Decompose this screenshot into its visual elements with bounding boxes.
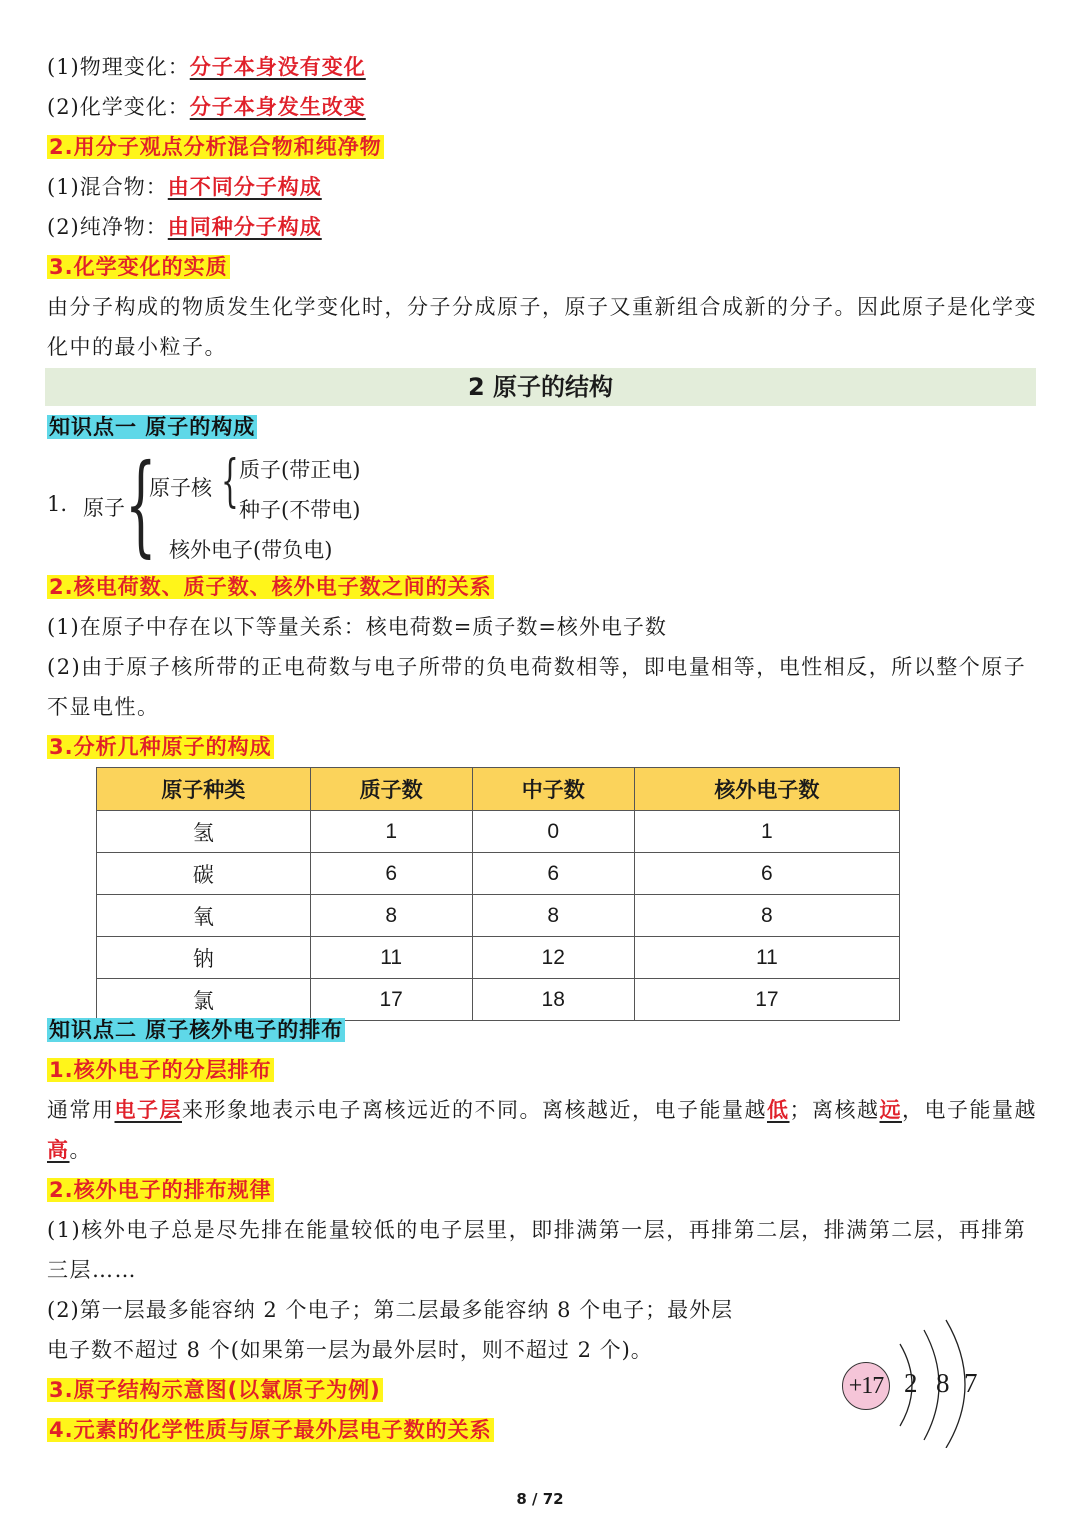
chlorine-atom-diagram [838,1318,998,1448]
rule-2b: 电子数不超过 8 个(如果第一层为最外层时，则不超过 2 个)。 [47,1338,653,1362]
heading-chemical-property-text: 4.元素的化学性质与原子最外层电子数的关系 [49,1418,492,1442]
kp2-title-text: 知识点二 原子核外电子的排布 [49,1018,344,1042]
atom-composition-tree [47,440,467,570]
page-number: 8 / 72 [516,1490,564,1508]
heading-charge-relation [47,572,494,602]
cell-neutrons: 18 [472,979,634,1021]
nucleus-charge: +17 [842,1362,890,1410]
cell-atom: 氢 [97,811,311,853]
rule-2a: (2)第一层最多能容纳 2 个电子；第二层最多能容纳 8 个电子；最外层 [47,1298,734,1322]
keyword-low: 低 [767,1097,790,1122]
cell-electrons: 17 [634,979,899,1021]
physical-change-line [47,52,366,82]
rule-1: (1)核外电子总是尽先排在能量较低的电子层里，即排满第一层，再排第二层，排满第二层，再排第三层…… [47,1218,1027,1282]
heading-structure-diagram [47,1375,383,1405]
chemical-change-label: (2)化学变化： [47,95,190,119]
cell-electrons: 1 [634,811,899,853]
cell-protons: 17 [310,979,472,1021]
cell-electrons: 8 [634,895,899,937]
tree-electron: 核外电子(带负电) [169,538,333,562]
shell-3-count: 7 [964,1368,978,1398]
mixture-label: (1)混合物： [47,175,168,199]
heading-mixture-pure [47,132,384,162]
shell-1-count: 2 [904,1368,918,1398]
physical-change-answer: 分子本身没有变化 [189,54,366,79]
mixture-line [47,172,322,202]
relation-1: (1)在原子中存在以下等量关系：核电荷数=质子数=核外电子数 [47,615,667,639]
layer-text-part: 。 [69,1138,92,1162]
cell-neutrons: 0 [472,811,634,853]
table-row [97,937,900,979]
heading-chemical-essence [47,252,230,282]
cell-protons: 8 [310,895,472,937]
keyword-high: 高 [47,1137,70,1162]
relation-2: (2)由于原子核所带的正电荷数与电子所带的负电荷数相等，即电量相等，电性相反，所以整个原子不显电性。 [47,655,1027,719]
physical-change-label: (1)物理变化： [47,55,190,79]
heading-arrangement-rules-text: 2.核外电子的排布规律 [49,1178,272,1202]
cell-atom: 氯 [97,979,311,1021]
col-header-electrons: 核外电子数 [634,768,899,811]
table-row [97,853,900,895]
layer-text-part: 来形象地表示电子离核远近的不同。离核越近，电子能量越 [182,1098,767,1122]
table-row [97,895,900,937]
heading-atom-analysis [47,732,274,762]
tree-root-atom: 原子 [83,496,125,520]
heading-chemical-essence-text: 3.化学变化的实质 [49,255,228,279]
chapter-title: 2 原子的结构 [45,368,1036,406]
chemical-change-line [47,92,366,122]
kp1-title [47,412,257,442]
cell-neutrons: 8 [472,895,634,937]
chemical-change-answer: 分子本身发生改变 [189,94,366,119]
tree-proton: 质子(带正电) [239,458,361,482]
big-brace-icon: { [125,440,157,568]
cell-protons: 11 [310,937,472,979]
tree-nucleus: 原子核 [149,476,212,500]
cell-neutrons: 6 [472,853,634,895]
heading-structure-diagram-text: 3.原子结构示意图(以氯原子为例) [49,1378,381,1402]
essence-paragraph: 由分子构成的物质发生化学变化时，分子分成原子，原子又重新组合成新的分子。因此原子是化学变化中的最小粒子。 [47,295,1037,359]
heading-chemical-property [47,1415,494,1445]
cell-neutrons: 12 [472,937,634,979]
heading-layered-arrangement [47,1055,274,1085]
layer-paragraph [47,1090,1037,1170]
col-header-atom: 原子种类 [97,768,311,811]
col-header-neutrons: 中子数 [472,768,634,811]
pure-line [47,212,322,242]
heading-charge-relation-text: 2.核电荷数、质子数、核外电子数之间的关系 [49,575,492,599]
layer-text-part: 通常用 [47,1098,115,1122]
atom-composition-table [96,767,900,1021]
heading-atom-analysis-text: 3.分析几种原子的构成 [49,735,272,759]
kp1-title-text: 知识点一 原子的构成 [49,415,256,439]
layer-text-part: ，电子能量越 [902,1098,1037,1122]
table-row [97,811,900,853]
kp2-title [47,1015,345,1045]
pure-answer: 由同种分子构成 [167,214,322,239]
heading-mixture-pure-text: 2.用分子观点分析混合物和纯净物 [49,135,382,159]
table-header-row [97,768,900,811]
heading-layered-arrangement-text: 1.核外电子的分层排布 [49,1058,272,1082]
keyword-far: 远 [879,1097,902,1122]
pure-label: (2)纯净物： [47,215,168,239]
tree-neutron: 种子(不带电) [239,498,361,522]
cell-protons: 6 [310,853,472,895]
cell-electrons: 11 [634,937,899,979]
col-header-protons: 质子数 [310,768,472,811]
layer-text-part: ；离核越 [789,1098,880,1122]
mixture-answer: 由不同分子构成 [167,174,322,199]
cell-electrons: 6 [634,853,899,895]
cell-protons: 1 [310,811,472,853]
small-brace-icon: { [221,449,239,514]
cell-atom: 钠 [97,937,311,979]
heading-arrangement-rules [47,1175,274,1205]
shell-2-count: 8 [936,1368,950,1398]
cell-atom: 氧 [97,895,311,937]
cell-atom: 碳 [97,853,311,895]
tree-index: 1. [47,492,68,516]
keyword-electron-layer: 电子层 [114,1097,182,1122]
